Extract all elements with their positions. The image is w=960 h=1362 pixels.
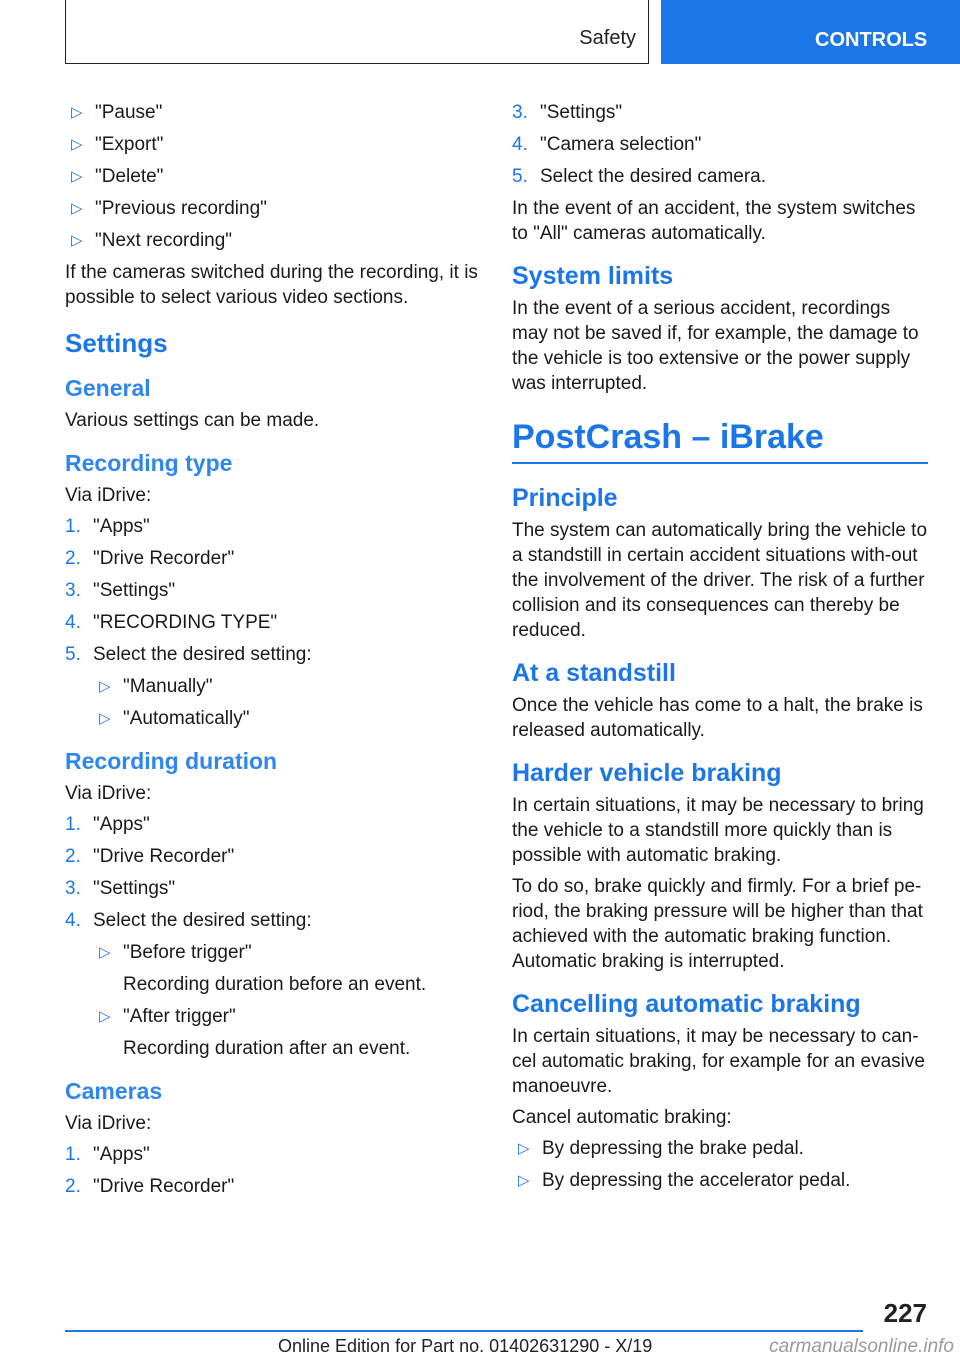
paragraph: Via iDrive: bbox=[65, 783, 152, 804]
list-item: ▷ "Delete" bbox=[65, 164, 483, 189]
paragraph: The system can automatically bring the vehicle to a standstill in certain accident situations with-out the involvement of the driver. The risk of a further collision and its consequences can thereby be reduced. bbox=[512, 520, 928, 641]
list-item: 5. Select the desired camera. bbox=[512, 166, 767, 187]
paragraph: If the cameras switched during the recording, it is possible to select various video sections. bbox=[65, 262, 478, 308]
subheading-recording-duration: Recording duration bbox=[65, 748, 278, 774]
header-frame bbox=[65, 0, 649, 64]
subheading-recording-type: Recording type bbox=[65, 450, 233, 476]
header-section-title: Safety bbox=[579, 27, 636, 49]
subheading-general: General bbox=[65, 375, 151, 401]
page-number: 227 bbox=[883, 1298, 927, 1328]
subheading-system-limits: System limits bbox=[512, 262, 674, 290]
list-item: 5. Select the desired setting: bbox=[65, 644, 312, 665]
list-item: 1. "Apps" bbox=[65, 814, 150, 835]
bullet-marker: ▷ bbox=[518, 1140, 530, 1157]
bullet-marker: ▷ bbox=[99, 710, 111, 727]
footer-edition: Online Edition for Part no. 01402631290 - X/19 bbox=[278, 1336, 653, 1356]
subheading-cancelling-braking: Cancelling automatic braking bbox=[512, 990, 861, 1018]
bullet-marker: ▷ bbox=[99, 944, 111, 961]
bullet-marker: ▷ bbox=[71, 104, 83, 121]
bullet-marker: ▷ bbox=[71, 136, 83, 153]
list-item: 4. "RECORDING TYPE" bbox=[65, 612, 278, 633]
paragraph: Cancel automatic braking: bbox=[512, 1107, 732, 1128]
paragraph: To do so, brake quickly and firmly. For a brief pe-riod, the braking pressure will be higher than that achieved with the automatic braking function. Automatic braking is interrupted. bbox=[512, 876, 923, 972]
footer-divider bbox=[65, 1330, 863, 1332]
option-note: Recording duration before an event. bbox=[123, 974, 427, 995]
list-item: 3. "Settings" bbox=[65, 878, 176, 899]
watermark: carmanualsonline.info bbox=[769, 1336, 954, 1357]
list-item: 2. "Drive Recorder" bbox=[65, 846, 235, 867]
list-item: 2. "Drive Recorder" bbox=[65, 1176, 235, 1197]
option-note: Recording duration after an event. bbox=[123, 1038, 411, 1059]
header-chapter-tab: CONTROLS bbox=[661, 0, 960, 64]
chapter-heading-postcrash: PostCrash – iBrake bbox=[512, 418, 928, 464]
paragraph: In certain situations, it may be necessary to can-cel automatic braking, for example for an evasive manoeuvre. bbox=[512, 1026, 925, 1097]
subheading-cameras: Cameras bbox=[65, 1078, 163, 1104]
list-item: ▷ By depressing the brake pedal. bbox=[512, 1136, 928, 1161]
section-heading-settings: Settings bbox=[65, 328, 168, 358]
subheading-principle: Principle bbox=[512, 484, 618, 512]
bullet-marker: ▷ bbox=[71, 168, 83, 185]
list-item: ▷ "Automatically" bbox=[93, 706, 483, 731]
list-item: 2. "Drive Recorder" bbox=[65, 548, 235, 569]
bullet-marker: ▷ bbox=[71, 232, 83, 249]
list-item: 4. Select the desired setting: bbox=[65, 910, 312, 931]
paragraph: Various settings can be made. bbox=[65, 410, 320, 431]
list-item: 1. "Apps" bbox=[65, 516, 150, 537]
paragraph: In the event of a serious accident, recordings may not be saved if, for example, the damage to the vehicle is too extensive or the power supply was interrupted. bbox=[512, 298, 919, 394]
list-item: 1. "Apps" bbox=[65, 1144, 150, 1165]
list-item: ▷ "Export" bbox=[65, 132, 483, 157]
list-item: 4. "Camera selection" bbox=[512, 134, 702, 155]
bullet-marker: ▷ bbox=[518, 1172, 530, 1189]
paragraph: In the event of an accident, the system switches to "All" cameras automatically. bbox=[512, 198, 916, 244]
subheading-at-a-standstill: At a standstill bbox=[512, 659, 676, 687]
list-item: ▷ "After trigger" bbox=[93, 1004, 483, 1029]
list-item: ▷ "Manually" bbox=[93, 674, 483, 699]
paragraph: Once the vehicle has come to a halt, the brake is released automatically. bbox=[512, 695, 923, 741]
list-item: ▷ "Before trigger" bbox=[93, 940, 483, 965]
paragraph: In certain situations, it may be necessary to bring the vehicle to a standstill more quickly than is possible with automatic braking. bbox=[512, 795, 924, 866]
right-column bbox=[512, 100, 928, 1200]
list-item: ▷ "Previous recording" bbox=[65, 196, 483, 221]
bullet-marker: ▷ bbox=[99, 678, 111, 695]
paragraph: Via iDrive: bbox=[65, 485, 152, 506]
list-item: 3. "Settings" bbox=[512, 102, 623, 123]
left-column bbox=[65, 100, 483, 1206]
paragraph: Via iDrive: bbox=[65, 1113, 152, 1134]
list-item: ▷ "Pause" bbox=[65, 100, 483, 125]
list-item: ▷ "Next recording" bbox=[65, 228, 483, 253]
list-item: 3. "Settings" bbox=[65, 580, 176, 601]
bullet-marker: ▷ bbox=[71, 200, 83, 217]
subheading-harder-braking: Harder vehicle braking bbox=[512, 759, 782, 787]
list-item: ▷ By depressing the accelerator pedal. bbox=[512, 1168, 928, 1193]
bullet-marker: ▷ bbox=[99, 1008, 111, 1025]
